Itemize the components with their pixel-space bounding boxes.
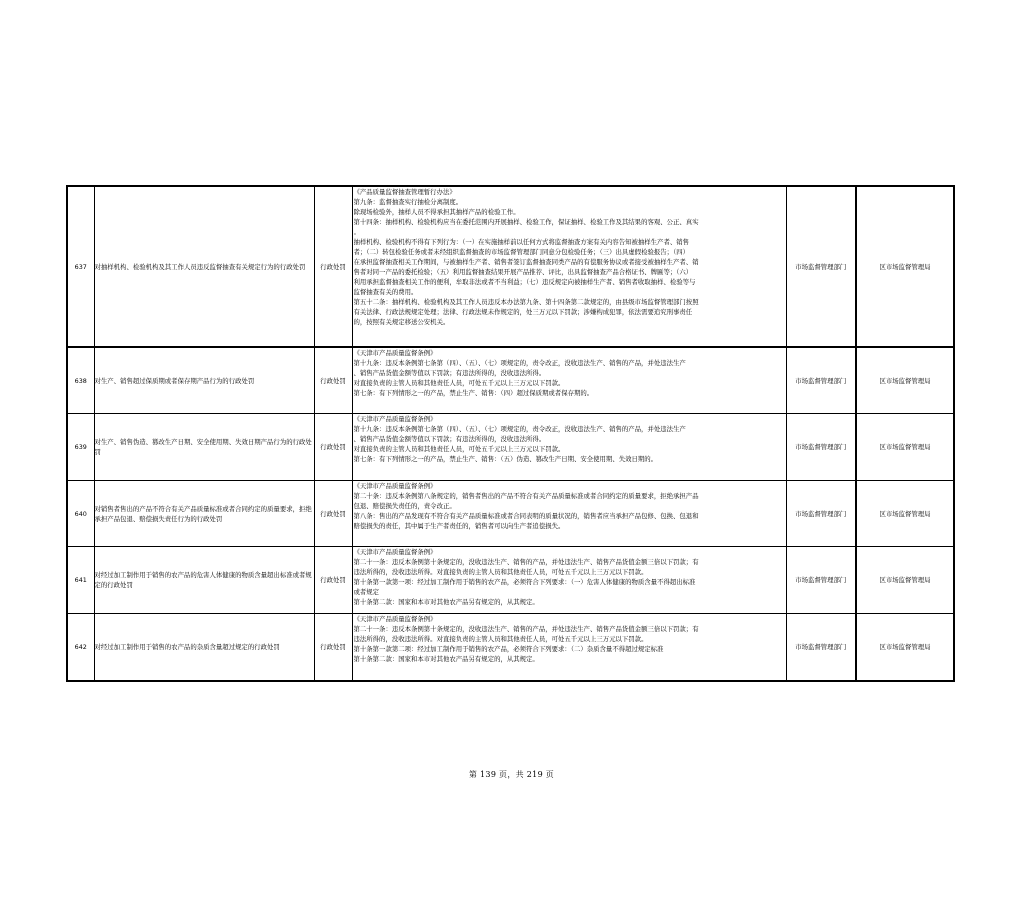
legal-basis-text <box>353 614 786 680</box>
legal-basis-line: 第二十一条：违反本条例第十条规定的，没收违法生产、销售的产品，并处违法生产、销售产品货值金额三倍以下罚款；有 <box>353 558 699 566</box>
executing-agency-cell: 区市场监督管理局 <box>856 414 954 481</box>
legal-basis-line: 抽样机构、检验机构不得有下列行为：（一）在实施抽样前以任何方式将监督抽查方案有关内容告知被抽样生产者、销售 <box>353 238 690 246</box>
legal-basis-line: 、销售产品货值金额等值以下罚款；有违法所得的，没收违法所得。 <box>353 369 546 377</box>
item-number-cell: 639 <box>67 414 94 481</box>
page-number-footer: 第 139 页，共 219 页 <box>468 770 555 779</box>
legal-basis-line: 第十九条：违反本条例第七条第（四）、（五）、（七）项规定的，责令改正，没收违法生产、销售的产品，并处违法生产 <box>353 425 686 433</box>
table-row <box>67 414 954 481</box>
legal-basis-cell <box>352 614 786 682</box>
item-number-cell: 641 <box>67 547 94 614</box>
legal-basis-line: 在承担监督抽查相关工作期间，与被抽样生产者、销售者签订监督抽查同类产品的有偿服务协议或者接受被抽样生产者、销 <box>353 258 699 266</box>
item-name-cell: 对经过加工制作用于销售的农产品的危害人体健康的物质含量超出标准或者规定的行政处罚 <box>94 547 314 614</box>
item-name-cell: 对销售者售出的产品不符合有关产品质量标准或者合同约定的质量要求，拒绝承担产品包退、赔偿损失责任行为的行政处罚 <box>94 481 314 547</box>
department-cell: 市场监督管理部门 <box>786 614 856 682</box>
legal-basis-text <box>353 547 786 613</box>
legal-basis-line: 第十条第一款第二项：经过加工制作用于销售的农产品，必须符合下列要求：（二）杂质含量不得超过规定标准 <box>353 645 664 653</box>
legal-basis-line: 赔偿损失的责任，其中属于生产者责任的，销售者可以向生产者追偿损失。 <box>353 522 565 530</box>
item-name-cell: 对生产、销售伪造、篡改生产日期、安全使用期、失效日期产品行为的行政处罚 <box>94 414 314 481</box>
legal-basis-line: 《产品质量监督抽查管理暂行办法》 <box>353 188 456 196</box>
table-row <box>67 347 954 414</box>
legal-basis-line: 除现场检验外，抽样人员不得承担其抽样产品的检验工作。 <box>353 208 520 216</box>
legal-basis-text <box>353 414 786 480</box>
legal-basis-line: 对直接负责的主管人员和其他责任人员，可处五千元以上三万元以下罚款。 <box>353 445 565 453</box>
legal-basis-line: 者；（二）转包检验任务或者未经组织监督抽查的市场监督管理部门同意分包检验任务；（三）出具虚假检验报告；（四） <box>353 248 689 256</box>
department-cell: 市场监督管理部门 <box>786 414 856 481</box>
executing-agency-cell: 区市场监督管理局 <box>856 481 954 547</box>
item-name-cell: 对经过加工制作用于销售的农产品的杂质含量超过规定的行政处罚 <box>94 614 314 682</box>
legal-basis-line: 第十九条：违反本条例第七条第（四）、（五）、（七）项规定的，责令改正，没收违法生产、销售的产品，并处违法生产 <box>353 359 686 367</box>
item-number-cell: 642 <box>67 614 94 682</box>
legal-basis-line: 或者规定 <box>353 588 380 596</box>
legal-basis-line: 第十条第二款：国家和本市对其他农产品另有规定的，从其规定。 <box>353 598 539 606</box>
table-row <box>67 547 954 614</box>
legal-basis-line: 监督抽查有关的费用。 <box>353 288 418 296</box>
legal-basis-line: 《天津市产品质量监督条例》 <box>353 615 437 623</box>
power-list-table <box>66 185 955 682</box>
legal-basis-line: 第九条：监督抽查实行抽检分离制度。 <box>353 198 463 206</box>
legal-basis-line: 《天津市产品质量监督条例》 <box>353 482 437 490</box>
legal-basis-cell <box>352 547 786 614</box>
legal-basis-cell <box>352 414 786 481</box>
legal-basis-text <box>353 187 786 346</box>
legal-basis-line: 对直接负责的主管人员和其他责任人员，可处五千元以上三万元以下罚款。 <box>353 379 565 387</box>
legal-basis-line: 第七条：有下列情形之一的产品，禁止生产、销售：（四）超过保质期或者保存期的。 <box>353 389 594 397</box>
item-type-cell: 行政处罚 <box>314 614 352 682</box>
item-number-cell: 638 <box>67 347 94 414</box>
legal-basis-line: 违法所得的，没收违法所得。对直接负责的主管人员和其他责任人员，可处五千元以上三万元以下罚款。 <box>353 568 648 576</box>
legal-basis-line: 、销售产品货值金额等值以下罚款；有违法所得的，没收违法所得。 <box>353 435 546 443</box>
legal-basis-line: 利用承担监督抽查相关工作的便利，牟取非法或者不当利益；（七）违反规定向被抽样生产者、销售者收取抽样、检验等与 <box>353 278 696 286</box>
executing-agency-cell: 区市场监督管理局 <box>856 347 954 414</box>
item-number-cell: 640 <box>67 481 94 547</box>
table-row <box>67 186 954 347</box>
legal-basis-line: 有关法律、行政法规规定处理；法律、行政法规未作规定的，处三万元以下罚款；涉嫌构成犯罪，依法需要追究刑事责任 <box>353 308 693 316</box>
legal-basis-line: 第二十一条：违反本条例第十条规定的，没收违法生产、销售的产品，并处违法生产、销售产品货值金额三倍以下罚款；有 <box>353 625 699 633</box>
legal-basis-line: 第八条：售出的产品发现有不符合有关产品质量标准或者合同表明的质量状况的，销售者应当承担产品包修、包换、包退和 <box>353 512 699 520</box>
executing-agency-cell: 区市场监督管理局 <box>856 614 954 682</box>
legal-basis-line: 第十条第二款：国家和本市对其他农产品另有规定的，从其规定。 <box>353 655 539 663</box>
legal-basis-text <box>353 481 786 546</box>
legal-basis-line: 第二十条：违反本条例第八条规定的，销售者售出的产品不符合有关产品质量标准或者合同约定的质量要求，拒绝承担产品 <box>353 492 699 500</box>
legal-basis-line: 《天津市产品质量监督条例》 <box>353 548 437 556</box>
item-type-cell: 行政处罚 <box>314 347 352 414</box>
item-type-cell: 行政处罚 <box>314 481 352 547</box>
legal-basis-line: 第五十二条：抽样机构、检验机构及其工作人员违反本办法第九条、第十四条第二款规定的，由县级市场监督管理部门按照 <box>353 298 699 306</box>
legal-basis-text <box>353 348 786 413</box>
department-cell: 市场监督管理部门 <box>786 547 856 614</box>
legal-basis-line: 的，按照有关规定移送公安机关。 <box>353 318 450 326</box>
legal-basis-line: 售者对同一产品的委托检验；（五）利用监督抽查结果开展产品推荐、评比，出具监督抽查产品合格证书、牌匾等；（六） <box>353 268 693 276</box>
item-type-cell: 行政处罚 <box>314 547 352 614</box>
item-name-cell: 对生产、销售超过保质期或者保存期产品行为的行政处罚 <box>94 347 314 414</box>
executing-agency-cell: 区市场监督管理局 <box>856 186 954 347</box>
legal-basis-line: 第十条第一款第一项：经过加工制作用于销售的农产品，必须符合下列要求：（一）危害人体健康的物质含量不得超出标准 <box>353 578 696 586</box>
legal-basis-line: 《天津市产品质量监督条例》 <box>353 349 437 357</box>
table-body <box>67 186 954 681</box>
department-cell: 市场监督管理部门 <box>786 186 856 347</box>
item-type-cell: 行政处罚 <box>314 414 352 481</box>
table-row <box>67 481 954 547</box>
item-name-cell: 对抽样机构、检验机构及其工作人员违反监督抽查有关规定行为的行政处罚 <box>94 186 314 347</box>
department-cell: 市场监督管理部门 <box>786 347 856 414</box>
legal-basis-cell <box>352 481 786 547</box>
legal-basis-cell <box>352 186 786 347</box>
legal-basis-line: 。 <box>353 228 360 236</box>
legal-basis-line: 第七条：有下列情形之一的产品，禁止生产、销售：（五）伪造、篡改生产日期、安全使用期、失效日期的。 <box>353 455 658 463</box>
table-row <box>67 614 954 682</box>
legal-basis-cell <box>352 347 786 414</box>
legal-basis-line: 第十四条：抽样机构、检验机构应当在委托范围内开展抽样、检验工作，保证抽样、检验工作及其结果的客观、公正、真实 <box>353 218 699 226</box>
legal-basis-line: 《天津市产品质量监督条例》 <box>353 415 437 423</box>
legal-basis-line: 包退、赔偿损失责任的，责令改正。 <box>353 502 456 510</box>
item-type-cell: 行政处罚 <box>314 186 352 347</box>
legal-basis-line: 违法所得的，没收违法所得。对直接负责的主管人员和其他责任人员，可处五千元以上三万元以下罚款。 <box>353 635 648 643</box>
item-number-cell: 637 <box>67 186 94 347</box>
department-cell: 市场监督管理部门 <box>786 481 856 547</box>
executing-agency-cell: 区市场监督管理局 <box>856 547 954 614</box>
